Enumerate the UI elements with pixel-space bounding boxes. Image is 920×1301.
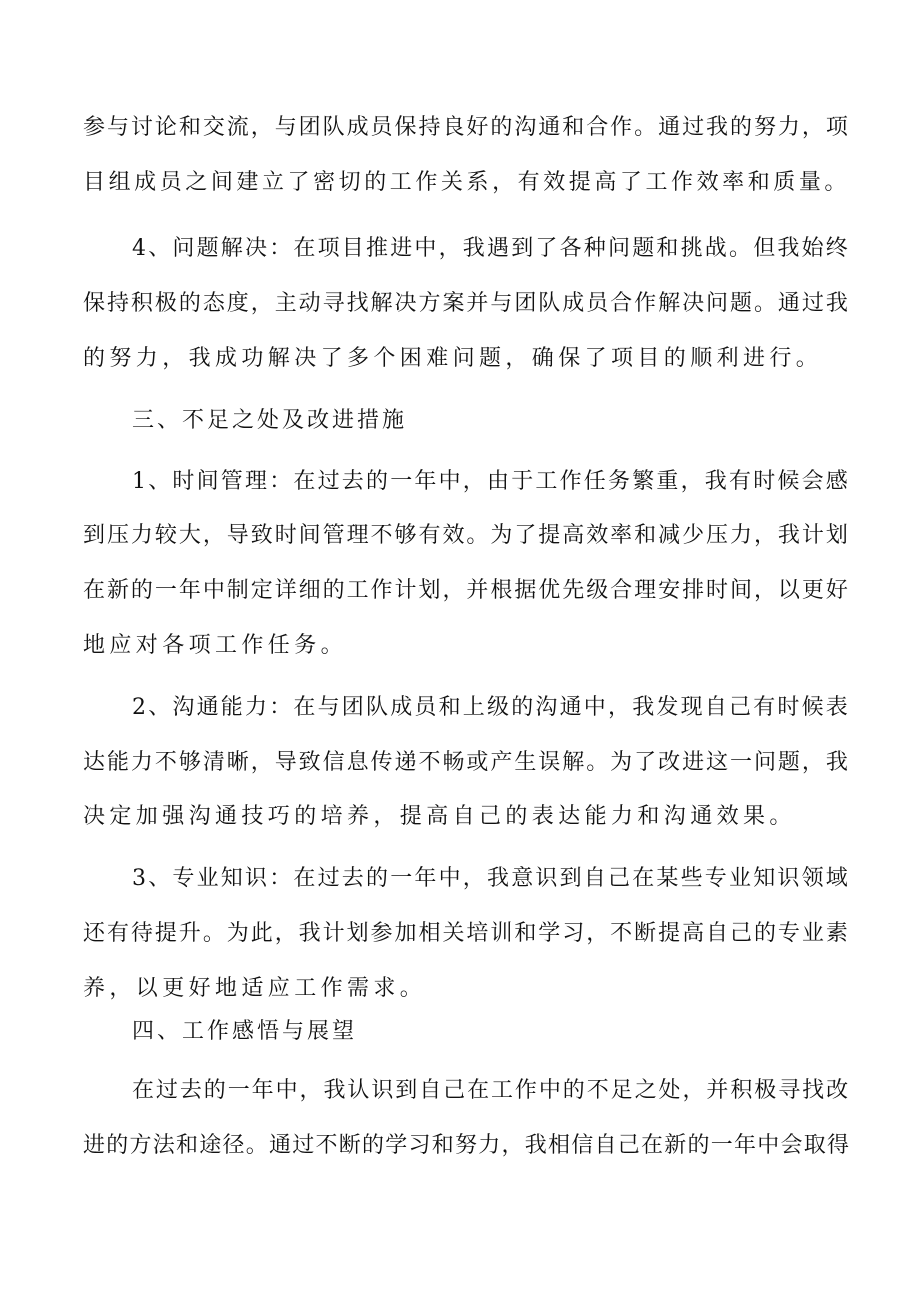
section-heading: 三、不足之处及改进措施 [132,408,408,433]
body-text-line: 还有待提升。为此，我计划参加相关培训和学习，不断提高自己的专业素 [83,921,850,946]
body-text-line: 1、时间管理：在过去的一年中，由于工作任务繁重，我有时候会感 [132,469,850,494]
body-text-line: 在新的一年中制定详细的工作计划，并根据优先级合理安排时间，以更好 [83,578,850,603]
body-text-line: 地应对各项工作任务。 [83,633,348,658]
body-text-line: 养，以更好地适应工作需求。 [83,976,427,1001]
body-text-line: 达能力不够清晰，导致信息传递不畅或产生误解。为了改进这一问题，我 [83,750,850,775]
body-text-line: 到压力较大，导致时间管理不够有效。为了提高效率和减少压力，我计划 [83,523,850,548]
body-text-line: 保持积极的态度，主动寻找解决方案并与团队成员合作解决问题。通过我 [83,291,850,316]
body-text-line: 参与讨论和交流，与团队成员保持良好的沟通和合作。通过我的努力，项 [83,115,850,140]
body-text-line: 进的方法和途径。通过不断的学习和努力，我相信自己在新的一年中会取得 [83,1133,851,1158]
body-text-line: 目组成员之间建立了密切的工作关系，有效提高了工作效率和质量。 [83,170,851,195]
body-text-line: 的努力，我成功解决了多个困难问题，确保了项目的顺利进行。 [83,346,823,371]
body-text-line: 决定加强沟通技巧的培养，提高自己的表达能力和沟通效果。 [83,804,796,829]
body-text-line: 在过去的一年中，我认识到自己在工作中的不足之处，并积极寻找改 [132,1078,851,1103]
body-text-line: 2、沟通能力：在与团队成员和上级的沟通中，我发现自己有时候表 [132,695,850,720]
body-text-line: 3、专业知识：在过去的一年中，我意识到自己在某些专业知识领域 [132,866,850,891]
body-text-line: 4、问题解决：在项目推进中，我遇到了各种问题和挑战。但我始终 [132,236,850,261]
section-heading: 四、工作感悟与展望 [132,1019,358,1044]
